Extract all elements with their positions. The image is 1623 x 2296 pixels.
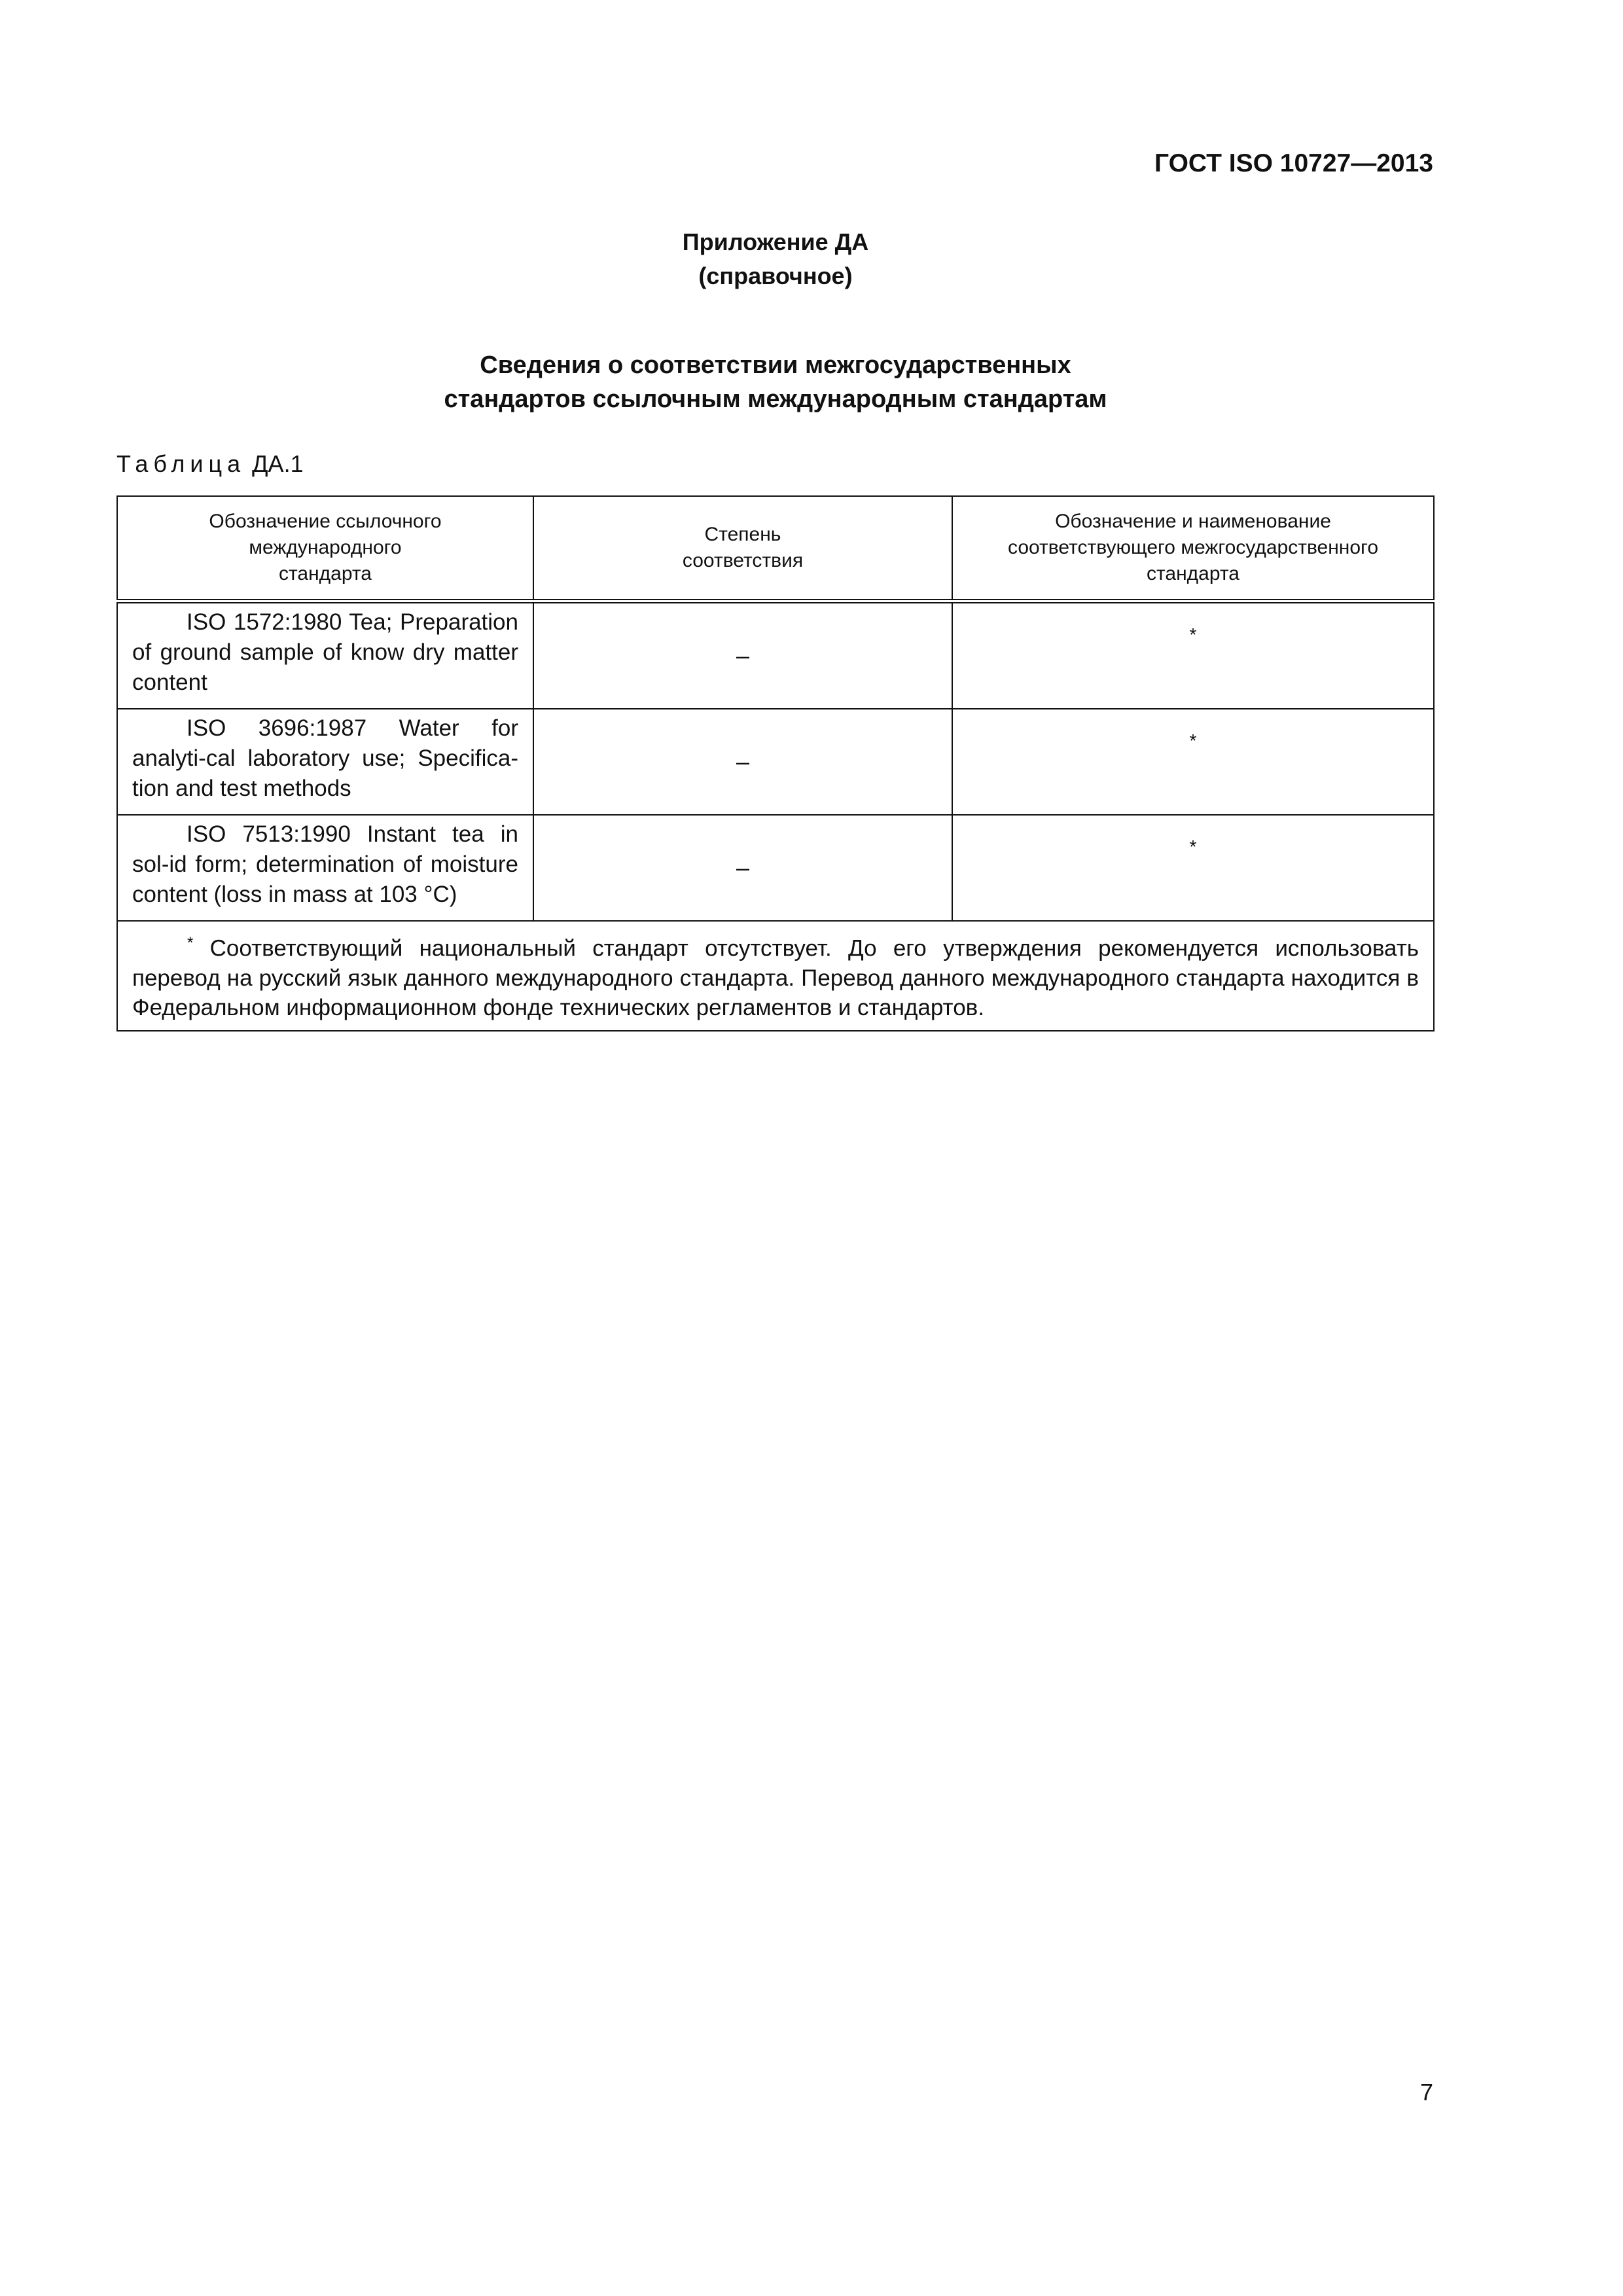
correspondence-table xyxy=(116,495,1435,1031)
header-line: международного xyxy=(249,537,402,558)
cell-text: ISO 7513:1990 Instant tea in sol-id form; determination of moisture content (loss in mass at 103 °C) xyxy=(132,821,518,907)
document-code: ГОСТ ISO 10727—2013 xyxy=(1154,149,1433,177)
annex-title-block xyxy=(0,225,1551,293)
header-line: Обозначение и наименование xyxy=(1055,511,1331,532)
table-footnote xyxy=(117,921,1434,1031)
annex-subtitle: (справочное) xyxy=(698,262,853,289)
column-header-international-standard xyxy=(117,496,533,601)
column-header-degree xyxy=(533,496,952,601)
table-header-row xyxy=(117,496,1434,601)
page-number: 7 xyxy=(1419,2079,1433,2106)
cell-interstate-standard: * xyxy=(952,815,1434,921)
footnote-text xyxy=(132,928,1419,1022)
cell-degree: – xyxy=(533,601,952,709)
footnote-mark: * xyxy=(187,934,194,952)
header-line: соответствия xyxy=(682,550,804,571)
table-row xyxy=(117,709,1434,815)
cell-degree: – xyxy=(533,709,952,815)
header-line: стандарта xyxy=(1147,563,1240,584)
cell-international-standard xyxy=(117,815,533,921)
header-line: Обозначение ссылочного xyxy=(209,511,442,532)
cell-interstate-standard: * xyxy=(952,601,1434,709)
cell-text: ISO 1572:1980 Tea; Preparation of ground sample of know dry matter content xyxy=(132,609,518,695)
column-header-interstate-standard xyxy=(952,496,1434,601)
header-line: соответствующего межгосударственного xyxy=(1007,537,1379,558)
table-footnote-row xyxy=(117,921,1434,1031)
section-heading-line-1: Сведения о соответствии межгосударственных xyxy=(480,351,1071,379)
section-heading xyxy=(0,348,1551,416)
cell-international-standard xyxy=(117,709,533,815)
header-line: Степень xyxy=(704,524,781,545)
table-label-word: Таблица xyxy=(116,450,246,477)
cell-international-standard xyxy=(117,601,533,709)
table-row xyxy=(117,601,1434,709)
cell-degree: – xyxy=(533,815,952,921)
cell-interstate-standard: * xyxy=(952,709,1434,815)
table-label xyxy=(116,450,304,478)
table-label-number: ДА.1 xyxy=(252,450,304,477)
header-line: стандарта xyxy=(279,563,372,584)
annex-title: Приложение ДА xyxy=(682,228,869,255)
cell-text: ISO 3696:1987 Water for analyti-cal laboratory use; Specifica-tion and test methods xyxy=(132,715,518,801)
table-row xyxy=(117,815,1434,921)
section-heading-line-2: стандартов ссылочным международным стандартам xyxy=(444,386,1107,413)
footnote-body: Соответствующий национальный стандарт отсутствует. До его утверждения рекомендуется использовать перевод на русский язык данного международного стандарта. Перевод данного международного стандарта находится в Федеральном информационном фонде технических регламентов и стандартов. xyxy=(132,935,1419,1020)
